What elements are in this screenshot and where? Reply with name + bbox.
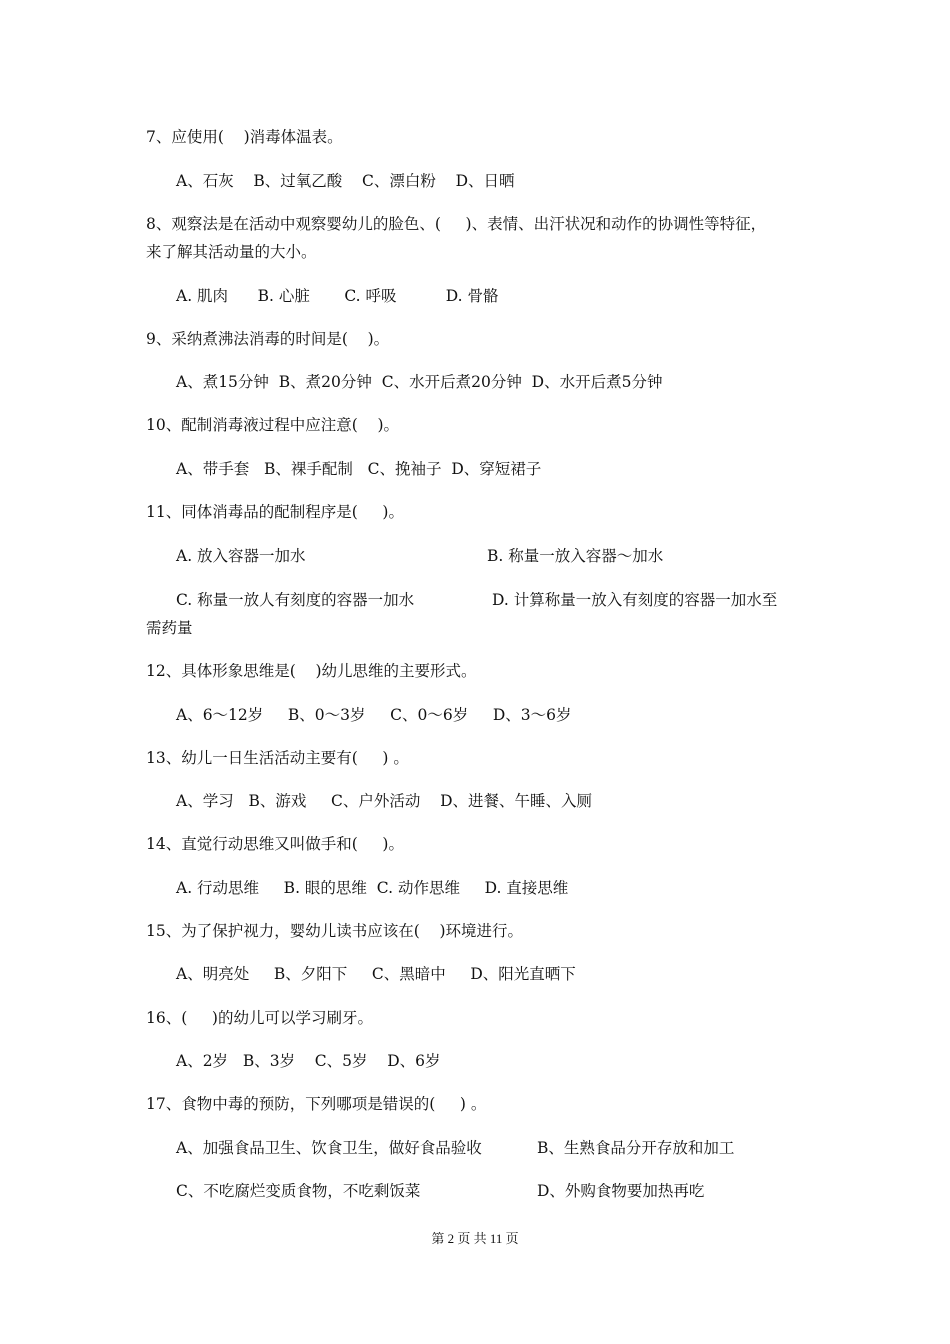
question-11-option-b: B. 称量一放入容器～加水 [487, 547, 664, 565]
question-8-continued: 来了解其活动量的大小。 [146, 243, 317, 261]
question-16: 16、( )的幼儿可以学习刷牙。 [146, 1009, 373, 1027]
question-14-options: A. 行动思维 B. 眼的思维 C. 动作思维 D. 直接思维 [176, 879, 569, 897]
question-17-option-d: D、外购食物要加热再吃 [537, 1182, 705, 1200]
question-9-options: A、煮15分钟 B、煮20分钟 C、水开后煮20分钟 D、水开后煮5分钟 [176, 373, 663, 391]
question-8: 8、观察法是在活动中观察婴幼儿的脸色、( )、表情、出汗状况和动作的协调性等特征， [146, 215, 767, 233]
question-17-option-a: A、加强食品卫生、饮食卫生，做好食品验收 [176, 1139, 482, 1157]
question-16-options: A、2岁 B、3岁 C、5岁 D、6岁 [176, 1052, 441, 1070]
question-15-options: A、明亮处 B、夕阳下 C、黑暗中 D、阳光直晒下 [176, 965, 576, 983]
question-13-options: A、学习 B、游戏 C、户外活动 D、进餐、午睡、入厕 [176, 792, 592, 810]
question-11-option-d: D. 计算称量一放入有刻度的容器一加水至 [492, 591, 778, 609]
question-12-options: A、6～12岁 B、0～3岁 C、0～6岁 D、3～6岁 [176, 706, 572, 724]
question-11-option-c: C. 称量一放人有刻度的容器一加水 [176, 591, 415, 609]
question-17: 17、食物中毒的预防，下列哪项是错误的( ) 。 [146, 1095, 487, 1113]
question-11-option-a: A. 放入容器一加水 [176, 547, 306, 565]
question-12: 12、具体形象思维是( )幼儿思维的主要形式。 [146, 662, 477, 680]
question-17-option-b: B、生熟食品分开存放和加工 [537, 1139, 735, 1157]
question-11-option-d-continued: 需药量 [146, 619, 193, 637]
question-17-option-c: C、不吃腐烂变质食物，不吃剩饭菜 [176, 1182, 421, 1200]
question-14: 14、直觉行动思维又叫做手和( )。 [146, 835, 404, 853]
question-11: 11、同体消毒品的配制程序是( )。 [146, 503, 404, 521]
question-10-options: A、带手套 B、裸手配制 C、挽袖子 D、穿短裙子 [176, 460, 542, 478]
question-13: 13、幼儿一日生活活动主要有( ) 。 [146, 749, 409, 767]
question-7: 7、应使用( )消毒体温表。 [146, 128, 343, 146]
question-10: 10、配制消毒液过程中应注意( )。 [146, 416, 400, 434]
question-9: 9、采纳煮沸法消毒的时间是( )。 [146, 330, 390, 348]
question-15: 15、为了保护视力，婴幼儿读书应该在( )环境进行。 [146, 922, 524, 940]
question-8-options: A. 肌肉 B. 心脏 C. 呼吸 D. 骨骼 [176, 287, 499, 305]
page-number-footer: 第 2 页 共 11 页 [431, 1231, 519, 1246]
question-7-options: A、石灰 B、过氧乙酸 C、漂白粉 D、日晒 [176, 172, 515, 190]
